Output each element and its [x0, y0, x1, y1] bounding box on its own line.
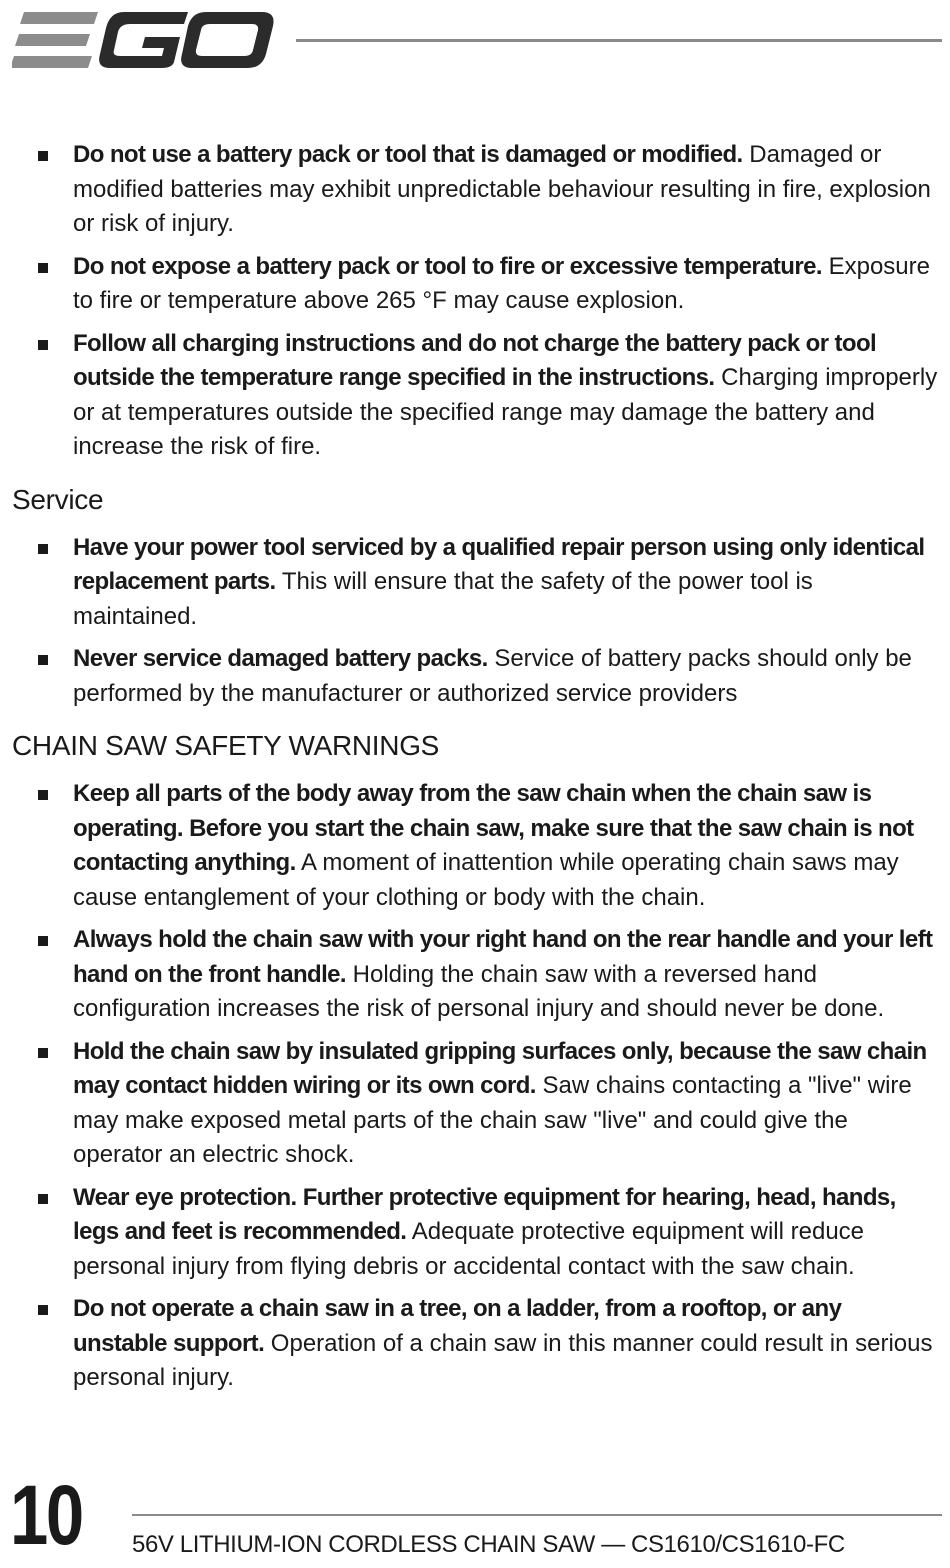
- list-item: Always hold the chain saw with your right hand on the rear handle and your left hand on the front handle. Holding the chain saw with a reversed hand configuration increases the risk of personal injury and should never be done.: [12, 923, 940, 1027]
- bullet-square-icon: [38, 1048, 48, 1058]
- bullet-square-icon: [38, 1305, 48, 1315]
- list-item: Do not use a battery pack or tool that is damaged or modified. Damaged or modified batteries may exhibit unpredictable behaviour resulting in fire, explosion or risk of injury.: [12, 138, 940, 242]
- list-item: Do not operate a chain saw in a tree, on a ladder, from a rooftop, or any unstable support. Operation of a chain saw in this manner could result in serious personal injury.: [12, 1292, 940, 1396]
- ego-logo: [12, 10, 274, 70]
- chainsaw-warnings-list: [12, 777, 940, 1396]
- bullet-square-icon: [38, 1194, 48, 1204]
- list-item: Wear eye protection. Further protective equipment for hearing, head, hands, legs and feet is recommended. Adequate protective equipment will reduce personal injury from flying debris or accidental contact with the saw chain.: [12, 1181, 940, 1285]
- battery-warnings-list: [12, 138, 940, 465]
- list-item: Do not expose a battery pack or tool to fire or excessive temperature. Exposure to fire or temperature above 265 °F may cause explosion.: [12, 250, 940, 319]
- footer-title: 56V LITHIUM-ION CORDLESS CHAIN SAW — CS1610/CS1610-FC: [132, 1531, 845, 1558]
- bullet-square-icon: [38, 936, 48, 946]
- list-item: Hold the chain saw by insulated gripping surfaces only, because the saw chain may contact hidden wiring or its own cord. Saw chains contacting a "live" wire may make exposed metal parts of the chain saw "live" and could give the operator an electric shock.: [12, 1035, 940, 1173]
- header-rule: [296, 39, 942, 42]
- bullet-square-icon: [38, 340, 48, 350]
- footer-rule: [132, 1514, 942, 1516]
- section-heading-service: Service: [12, 483, 104, 515]
- page-content: [12, 138, 940, 1404]
- bullet-square-icon: [38, 790, 48, 800]
- list-item: Have your power tool serviced by a qualified repair person using only identical replacement parts. This will ensure that the safety of the power tool is maintained.: [12, 531, 940, 635]
- bullet-square-icon: [38, 655, 48, 665]
- section-heading-chain-saw-safety: CHAIN SAW SAFETY WARNINGS: [12, 730, 440, 761]
- bullet-square-icon: [38, 263, 48, 273]
- list-item: Follow all charging instructions and do not charge the battery pack or tool outside the temperature range specified in the instructions. Charging improperly or at temperatures outside the specified range may damage the battery and increase the risk of fire.: [12, 327, 940, 465]
- bullet-square-icon: [38, 544, 48, 554]
- list-item: Keep all parts of the body away from the saw chain when the chain saw is operating. Before you start the chain saw, make sure that the saw chain is not contacting anything. A moment of inattention while operating chain saws may cause entanglement of your clothing or body with the chain.: [12, 777, 940, 915]
- page-header: [0, 0, 950, 80]
- service-list: [12, 531, 940, 712]
- list-item: Never service damaged battery packs. Service of battery packs should only be performed by the manufacturer or authorized service providers: [12, 642, 940, 711]
- page-number: 10: [10, 1468, 82, 1562]
- bullet-square-icon: [38, 151, 48, 161]
